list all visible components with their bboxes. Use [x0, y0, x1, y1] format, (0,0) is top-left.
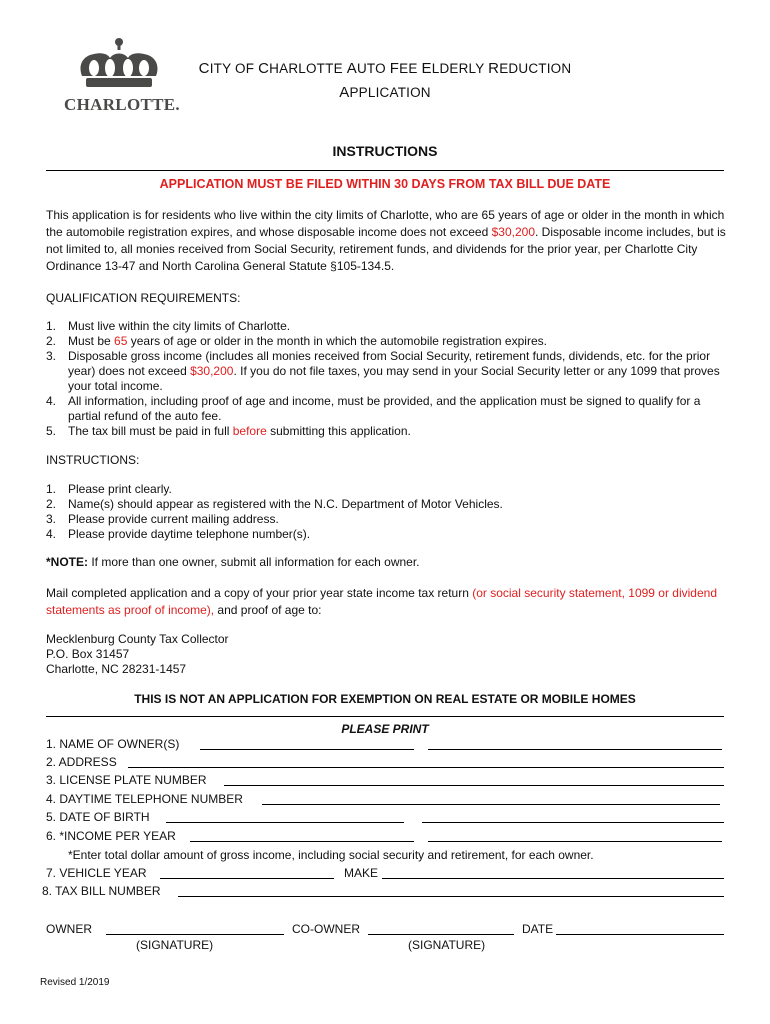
- license-plate-label: 3. LICENSE PLATE NUMBER: [46, 773, 207, 787]
- address-label: 2. ADDRESS: [46, 755, 117, 769]
- revision-date: Revised 1/2019: [40, 977, 110, 988]
- license-plate-field[interactable]: [224, 773, 724, 786]
- owner-signature-caption: (SIGNATURE): [136, 938, 214, 952]
- owner-income-field[interactable]: [190, 829, 414, 842]
- owner-name-label: 1. NAME OF OWNER(S): [46, 737, 180, 751]
- co-owner-signature-label: CO-OWNER: [292, 922, 360, 936]
- income-note: *Enter total dollar amount of gross income, including social security and retirement, for each owner.: [68, 848, 594, 862]
- form-title-line1: CITY OF CHARLOTTE AUTO FEE ELDERLY REDUCTION: [198, 60, 572, 77]
- qualification-list: [46, 319, 736, 439]
- address-field[interactable]: [128, 755, 724, 768]
- mailing-address: Mecklenburg County Tax Collector P.O. Box 31457 Charlotte, NC 28231-1457: [46, 632, 229, 676]
- list-item: 1. Please print clearly.: [46, 482, 172, 496]
- phone-field[interactable]: [262, 792, 720, 805]
- divider: [46, 170, 724, 171]
- instructions-list: [46, 482, 736, 542]
- vehicle-year-field[interactable]: [160, 866, 334, 879]
- charlotte-logo: [60, 36, 184, 120]
- not-application-notice: THIS IS NOT AN APPLICATION FOR EXEMPTION ON REAL ESTATE OR MOBILE HOMES: [134, 692, 636, 706]
- owner-name-field[interactable]: [200, 737, 414, 750]
- owner-dob-field[interactable]: [166, 810, 404, 823]
- co-owner-income-field[interactable]: [428, 829, 722, 842]
- owner-signature-field[interactable]: [106, 922, 284, 935]
- filing-deadline-notice: APPLICATION MUST BE FILED WITHIN 30 DAYS FROM TAX BILL DUE DATE: [159, 177, 611, 191]
- co-owner-signature-field[interactable]: [368, 922, 514, 935]
- list-item: 1. Must live within the city limits of Charlotte.: [46, 319, 291, 333]
- logo-wordmark: CHARLOTTE.: [64, 95, 180, 114]
- vehicle-year-label: 7. VEHICLE YEAR: [46, 866, 147, 880]
- list-item: 3. Please provide current mailing address.: [46, 512, 279, 526]
- divider: [46, 716, 724, 717]
- please-print-label: PLEASE PRINT: [341, 722, 429, 736]
- tax-bill-label: 8. TAX BILL NUMBER: [42, 884, 161, 898]
- date-label: DATE: [522, 922, 554, 936]
- date-field[interactable]: [556, 922, 724, 935]
- make-field[interactable]: [382, 866, 724, 879]
- co-owner-name-field[interactable]: [428, 737, 722, 750]
- qualification-heading: QUALIFICATION REQUIREMENTS:: [46, 291, 241, 305]
- co-owner-signature-caption: (SIGNATURE): [408, 938, 486, 952]
- form-title-line2: APPLICATION: [339, 84, 431, 101]
- owner-signature-label: OWNER: [46, 922, 92, 936]
- dob-label: 5. DATE OF BIRTH: [46, 810, 150, 824]
- phone-label: 4. DAYTIME TELEPHONE NUMBER: [46, 792, 243, 806]
- list-item: 4. Please provide daytime telephone number(s).: [46, 527, 311, 541]
- instructions-heading: INSTRUCTIONS: [332, 143, 438, 159]
- list-item: 2. Name(s) should appear as registered with the N.C. Department of Motor Vehicles.: [46, 497, 503, 511]
- list-item: 5. The tax bill must be paid in full before submitting this application.: [46, 424, 411, 438]
- intro-paragraph: This application is for residents who live within the city limits of Charlotte, who are 65 years of age or older in the month in which the automobile registration expires, and whose disposable income does not exceed $30,200. Disposable income includes, but is not limited to, all monies received from Social Security, retirement funds, and dividends for the prior year, per Charlotte City Ordinance 13-47 and North Carolina General Statute §105-134.5.: [46, 208, 726, 273]
- instructions-subheading: INSTRUCTIONS:: [46, 453, 140, 467]
- co-owner-dob-field[interactable]: [422, 810, 724, 823]
- tax-bill-field[interactable]: [178, 884, 724, 897]
- owner-note: *NOTE: If more than one owner, submit all information for each owner.: [46, 555, 420, 569]
- mail-instructions: Mail completed application and a copy of your prior year state income tax return (or social security statement, 1099 or dividend statements as proof of income), and proof of age to:: [46, 586, 718, 617]
- list-item: 2. Must be 65 years of age or older in the month in which the automobile registration expires.: [46, 334, 547, 348]
- list-item: 3. Disposable gross income (includes all monies received from Social Security, retirement funds, dividends, etc. for the prior year) does not exceed $30,200. If you do not file taxes, you may send in your Social Security letter or any 1099 that proves your total income.: [46, 349, 720, 393]
- income-limit: $30,200: [491, 225, 535, 239]
- make-label: MAKE: [344, 866, 379, 880]
- list-item: 4. All information, including proof of age and income, must be provided, and the application must be signed to qualify for a partial refund of the auto fee.: [46, 394, 701, 423]
- income-label: 6. *INCOME PER YEAR: [46, 829, 176, 843]
